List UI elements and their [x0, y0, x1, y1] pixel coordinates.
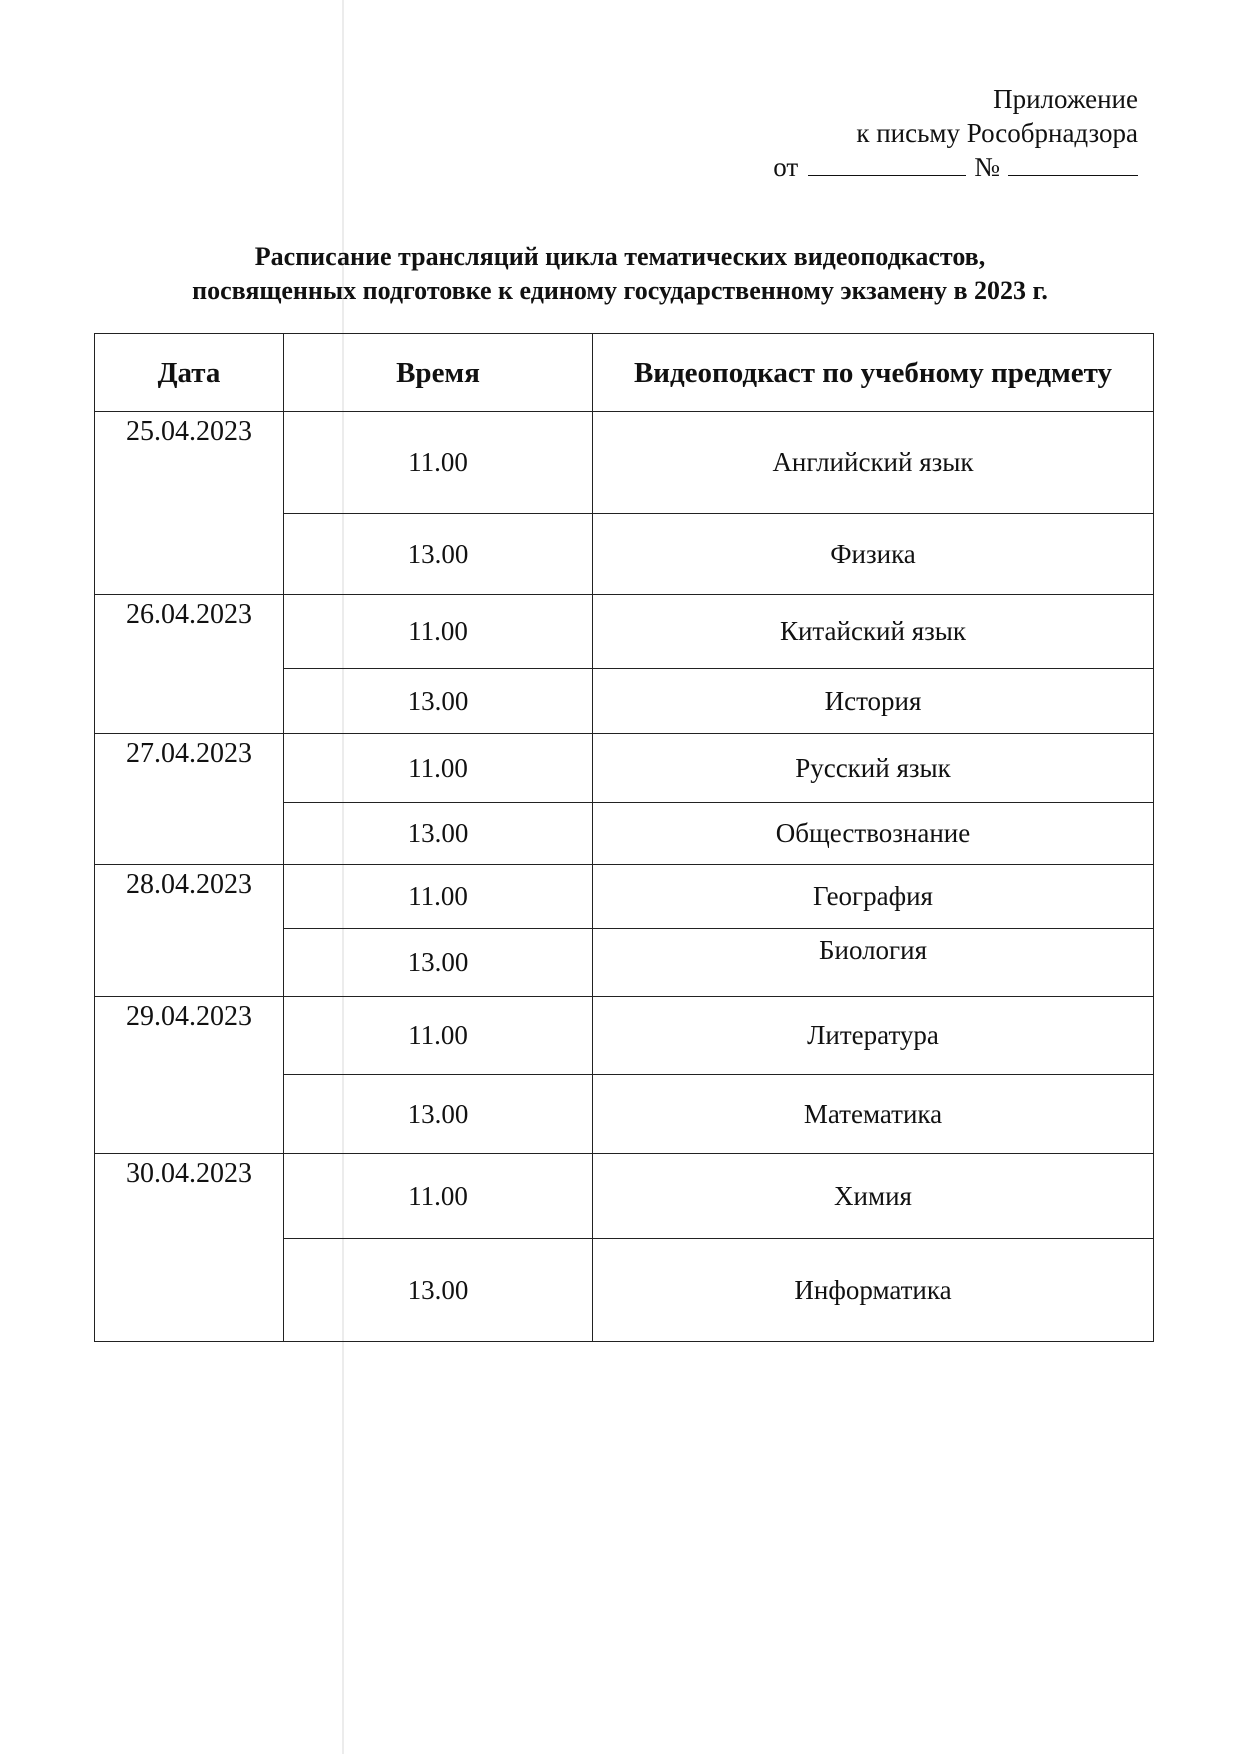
time-cell: 11.00	[284, 865, 593, 929]
time-cell: 11.00	[284, 734, 593, 803]
subject-cell: География	[593, 865, 1154, 929]
date-blank	[808, 153, 966, 176]
time-cell: 13.00	[284, 803, 593, 865]
subject-cell: Информатика	[593, 1239, 1154, 1342]
subject-cell: Русский язык	[593, 734, 1154, 803]
time-cell: 11.00	[284, 1154, 593, 1239]
header-time: Время	[284, 334, 593, 412]
time-cell: 13.00	[284, 514, 593, 595]
from-label: от	[773, 152, 799, 182]
subject-cell: Обществознание	[593, 803, 1154, 865]
table-row	[95, 734, 1154, 803]
table-row	[95, 1154, 1154, 1239]
subject-cell: Математика	[593, 1075, 1154, 1154]
date-cell: 29.04.2023	[95, 997, 284, 1154]
date-cell: 28.04.2023	[95, 865, 284, 997]
date-cell: 30.04.2023	[95, 1154, 284, 1342]
table-header-row	[95, 334, 1154, 412]
subject-cell: Биология	[593, 929, 1154, 997]
schedule-table	[94, 333, 1154, 1342]
time-cell: 13.00	[284, 1239, 593, 1342]
table-row	[95, 412, 1154, 514]
table-row	[95, 595, 1154, 669]
date-cell: 25.04.2023	[95, 412, 284, 595]
number-label: №	[974, 152, 1000, 182]
date-cell: 27.04.2023	[95, 734, 284, 865]
annex-label: Приложение	[993, 84, 1138, 114]
schedule-body	[95, 412, 1154, 1342]
title-line-1: Расписание трансляций цикла тематических видеоподкастов,	[254, 242, 986, 271]
subject-cell: Физика	[593, 514, 1154, 595]
table-row	[95, 997, 1154, 1075]
time-cell: 13.00	[284, 929, 593, 997]
title-line-2: посвященных подготовке к единому государственному экзамену в 2023 г.	[192, 276, 1048, 305]
time-cell: 13.00	[284, 669, 593, 734]
number-blank	[1008, 153, 1138, 176]
subject-cell: Химия	[593, 1154, 1154, 1239]
time-cell: 11.00	[284, 412, 593, 514]
annex-header	[773, 82, 1138, 184]
time-cell: 11.00	[284, 595, 593, 669]
time-cell: 13.00	[284, 1075, 593, 1154]
annex-letter-ref: к письму Рособрнадзора	[856, 118, 1138, 148]
subject-cell: Литература	[593, 997, 1154, 1075]
annex-date-number-line	[773, 150, 1138, 184]
subject-cell: Китайский язык	[593, 595, 1154, 669]
document-title	[0, 240, 1240, 308]
header-date: Дата	[95, 334, 284, 412]
table-row	[95, 865, 1154, 929]
date-cell: 26.04.2023	[95, 595, 284, 734]
header-subject: Видеоподкаст по учебному предмету	[593, 334, 1154, 412]
subject-cell: История	[593, 669, 1154, 734]
subject-cell: Английский язык	[593, 412, 1154, 514]
time-cell: 11.00	[284, 997, 593, 1075]
